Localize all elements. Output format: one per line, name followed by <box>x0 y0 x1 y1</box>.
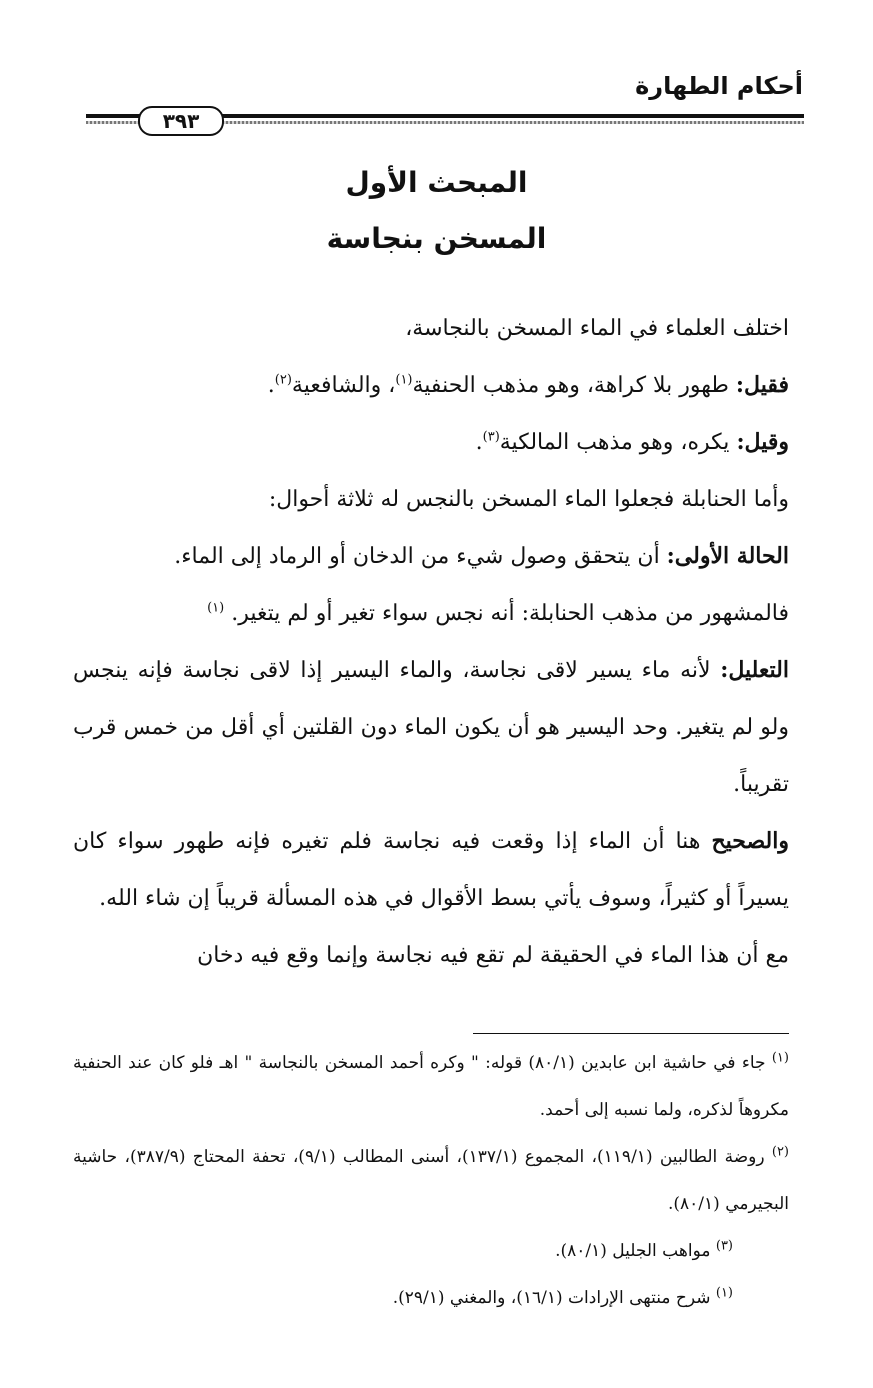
first-opinion-text-c: . <box>267 373 275 398</box>
footnote-1 <box>73 1040 789 1134</box>
footnotes <box>73 1040 789 1322</box>
paragraph-hanbali <box>73 471 789 528</box>
correct-view-label: والصحيح <box>711 828 789 854</box>
section-heading: المبحث الأول <box>345 166 528 199</box>
first-opinion-label: فقيل: <box>735 372 789 398</box>
reasoning-text: لأنه ماء يسير لاقى نجاسة، والماء اليسير إذا لاقى نجاسة فإنه ينجس ولو لم يتغير. وحد اليسير هو أن يكون الماء دون القلتين أي أقل من خمس قرب تقريباً. <box>73 658 789 797</box>
paragraph-continuation <box>73 927 789 984</box>
paragraph-reasoning <box>73 642 789 813</box>
body-text <box>73 300 789 984</box>
first-case-text: أن يتحقق وصول شيء من الدخان أو الرماد إلى الماء. <box>174 544 667 569</box>
footnote-text: روضة الطالبين (١١٩/١)، المجموع (١٣٧/١)، أسنى المطالب (٩/١)، تحفة المحتاج (٣٨٧/٩)، حاشية البجيرمي (٨٠/١). <box>73 1147 789 1214</box>
footnote-2 <box>73 1134 789 1228</box>
first-case-label: الحالة الأولى: <box>666 543 789 569</box>
paragraph-continuation-text: مع أن هذا الماء في الحقيقة لم تقع فيه نجاسة وإنما وقع فيه دخان <box>197 943 789 968</box>
footnote-number: (٢) <box>771 1144 789 1160</box>
footnote-4 <box>73 1275 789 1322</box>
paragraph-second-opinion <box>73 414 789 471</box>
paragraph-first-opinion <box>73 357 789 414</box>
second-opinion-label: وقيل: <box>736 429 789 455</box>
footnote-ref[interactable]: (١) <box>207 600 225 616</box>
subsection-heading: المسخن بنجاسة <box>326 222 547 255</box>
paragraph-famous-view <box>73 585 789 642</box>
footnote-text: جاء في حاشية ابن عابدين (٨٠/١) قوله: " وكره أحمد المسخن بالنجاسة " اهـ فلو كان عند الحنفية مكروهاً لذكره، ولما نسبه إلى أحمد. <box>73 1053 789 1120</box>
running-title: أحكام الطهارة <box>635 72 803 100</box>
second-opinion-text-a: يكره، وهو مذهب المالكية <box>499 430 737 455</box>
footnote-ref[interactable]: (١) <box>395 372 413 388</box>
page-number: ٣٩٣ <box>138 106 224 136</box>
reasoning-label: التعليل: <box>720 657 789 683</box>
paragraph-correct-view <box>73 813 789 927</box>
footnote-text: شرح منتهى الإرادات (١٦/١)، والمغني (٢٩/١). <box>392 1288 716 1308</box>
first-opinion-text-a: طهور بلا كراهة، وهو مذهب الحنفية <box>412 373 736 398</box>
correct-view-text: هنا أن الماء إذا وقعت فيه نجاسة فلم تغيره فإنه طهور سواء كان يسيراً أو كثيراً، وسوف يأتي بسط الأقوال في هذه المسألة قريباً إن شاء الله. <box>73 829 789 911</box>
footnote-separator <box>473 1033 789 1034</box>
paragraph-intro-text: اختلف العلماء في الماء المسخن بالنجاسة، <box>405 316 789 341</box>
footnote-ref[interactable]: (٢) <box>274 372 292 388</box>
paragraph-first-case <box>73 528 789 585</box>
footnote-number: (١) <box>715 1285 733 1301</box>
footnote-number: (١) <box>771 1050 789 1066</box>
paragraph-hanbali-text: وأما الحنابلة فجعلوا الماء المسخن بالنجس له ثلاثة أحوال: <box>268 487 789 512</box>
paragraph-intro <box>73 300 789 357</box>
footnote-number: (٣) <box>715 1238 733 1254</box>
footnote-text: مواهب الجليل (٨٠/١). <box>555 1241 716 1261</box>
famous-view-text: فالمشهور من مذهب الحنابلة: أنه نجس سواء تغير أو لم يتغير. <box>224 601 789 626</box>
footnote-3 <box>73 1228 789 1275</box>
footnote-ref[interactable]: (٣) <box>482 429 500 445</box>
second-opinion-text-b: . <box>475 430 483 455</box>
first-opinion-text-b: ، والشافعية <box>291 373 396 398</box>
